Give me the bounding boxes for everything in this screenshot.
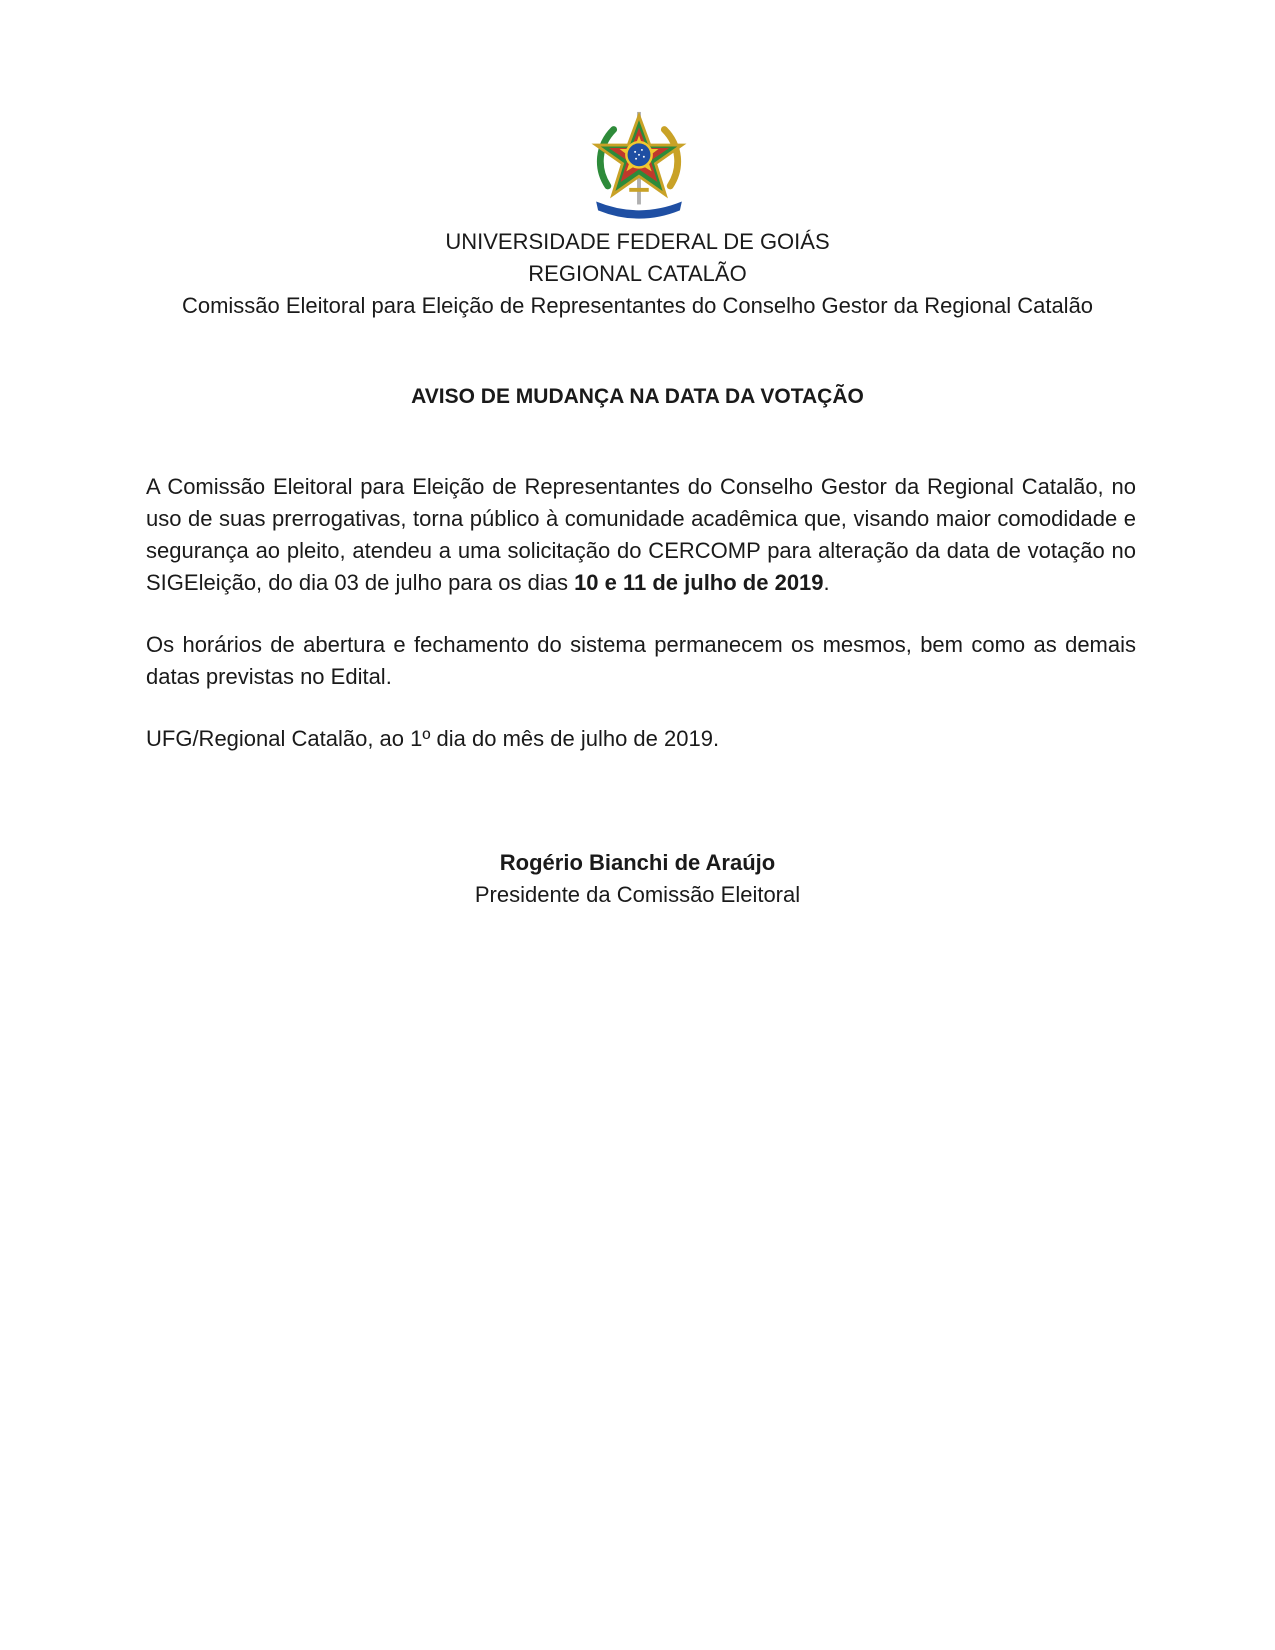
signer-name: Rogério Bianchi de Araújo [499, 850, 776, 875]
signature-block [0, 847, 1275, 911]
paragraph-announcement [146, 471, 1136, 599]
university-name: UNIVERSIDADE FEDERAL DE GOIÁS [445, 229, 830, 254]
signer-role: Presidente da Comissão Eleitoral [474, 882, 801, 907]
commission-name: Comissão Eleitoral para Eleição de Representantes do Conselho Gestor da Regional Catalão [181, 293, 1094, 318]
announcement-end: . [823, 570, 830, 595]
new-voting-dates: 10 e 11 de julho de 2019 [574, 570, 824, 595]
brazil-coat-of-arms-icon [590, 110, 688, 222]
institution-header [0, 226, 1275, 322]
notice-title: AVISO DE MUDANÇA NA DATA DA VOTAÇÃO [411, 385, 864, 408]
notice-body [146, 471, 1136, 755]
regional-name: REGIONAL CATALÃO [528, 261, 747, 286]
announcement-text: A Comissão Eleitoral para Eleição de Representantes do Conselho Gestor da Regional Catalão, no uso de suas prerrogativas, torna público à comunidade acadêmica que, visando maior comodidade e segurança ao pleito, atendeu a uma solicitação do CERCOMP para alteração da data de votação no SIGEleição, do dia 03 de julho para os dias [146, 474, 1136, 595]
paragraph-place-date: UFG/Regional Catalão, ao 1º dia do mês de julho de 2019. [146, 726, 720, 751]
paragraph-schedule: Os horários de abertura e fechamento do sistema permanecem os mesmos, bem como as demais datas previstas no Edital. [146, 632, 1136, 689]
